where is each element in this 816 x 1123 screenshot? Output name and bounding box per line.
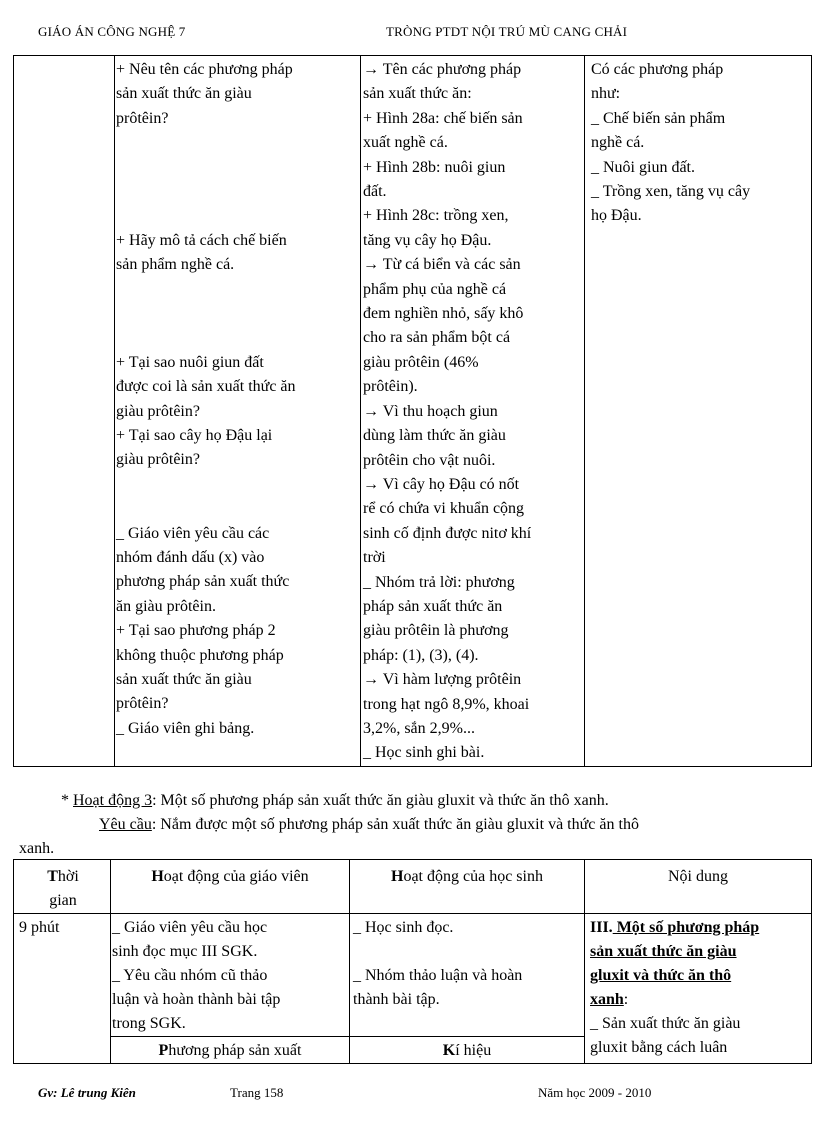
row-student — [350, 914, 585, 1037]
student-line: → Vì thu hoạch giun — [363, 402, 498, 420]
section-title-part: sản xuất thức ăn giàu — [590, 943, 737, 960]
subheader-symbol-rest: í hiệu — [455, 1042, 492, 1059]
content-line: _ Chế biến sản phẩm — [591, 109, 726, 127]
row-teacher-line: _ Giáo viên yêu cầu học — [112, 919, 268, 936]
teacher-line — [116, 302, 357, 326]
teacher-line: không thuộc phương pháp — [116, 646, 284, 664]
content-line: _ Nuôi giun đất. — [591, 158, 695, 176]
content-line: nghề cá. — [591, 134, 645, 152]
teacher-line: ăn giàu prôtêin. — [116, 597, 216, 615]
footer-year: Năm học 2009 - 2010 — [538, 1085, 652, 1100]
row-teacher-line: _ Yêu cầu nhóm cũ thảo — [112, 967, 268, 984]
content-cell — [585, 56, 812, 767]
header-right: TRÒNG PTDT NỘI TRÚ MÙ CANG CHẢI — [386, 24, 628, 39]
student-line: giàu prôtêin là phương — [363, 622, 509, 640]
section-title-part: xanh — [590, 991, 624, 1008]
content-line: Có các phương pháp — [591, 61, 724, 78]
subheader-symbol-initial: K — [442, 1042, 456, 1059]
row-time: 9 phút — [14, 914, 111, 1064]
student-line: + Hình 28c: trồng xen, — [363, 207, 509, 225]
row-teacher-line: trong SGK. — [112, 1015, 186, 1032]
student-line: đem nghiền nhỏ, sấy khô — [363, 305, 524, 323]
student-line: 3,2%, sắn 2,9%... — [363, 719, 475, 737]
row-content — [585, 914, 812, 1064]
teacher-line: + Tại sao nuôi giun đất — [116, 353, 264, 371]
teacher-line — [116, 204, 357, 228]
header-time-rest: hời — [57, 868, 79, 885]
content-title-line — [590, 940, 808, 964]
activity-3-heading — [61, 792, 609, 810]
student-line: rể có chứa vi khuẩn cộng — [363, 500, 525, 518]
header-time-initial: T — [47, 868, 58, 885]
student-line: prôtêin). — [363, 378, 418, 396]
teacher-line — [116, 326, 357, 350]
teacher-line: được coi là sản xuất thức ăn — [116, 378, 296, 396]
student-line: tăng vụ cây họ Đậu. — [363, 231, 492, 249]
student-line: cho ra sản phẩm bột cá — [363, 329, 511, 347]
student-line: → Vì cây họ Đậu có nốt — [363, 475, 520, 493]
header-content: Nội dung — [585, 860, 812, 914]
teacher-line: nhóm đánh dấu (x) vào — [116, 548, 265, 566]
student-activity-cell — [361, 56, 585, 767]
teacher-line: + Tại sao phương pháp 2 — [116, 622, 276, 640]
row-student-line: _ Nhóm thảo luận và hoàn — [353, 967, 523, 985]
row-teacher-line: luận và hoàn thành bài tập — [112, 991, 281, 1008]
section-title-part: Một số phương pháp — [612, 919, 760, 936]
header-student-initial: H — [391, 868, 404, 885]
time-cell — [14, 56, 115, 767]
header-time — [14, 860, 111, 914]
row-teacher — [111, 914, 350, 1037]
student-line: trời — [363, 549, 386, 567]
teacher-line: giàu prôtêin? — [116, 451, 200, 469]
teacher-activity-cell — [115, 56, 361, 767]
requirement-label: Yêu cầu — [99, 816, 152, 833]
header-teacher-rest: oạt động của giáo viên — [163, 868, 309, 885]
header-teacher-initial: H — [151, 868, 164, 885]
student-line: phẩm phụ của nghề cá — [363, 280, 507, 298]
student-line: _ Nhóm trả lời: phương — [363, 573, 515, 591]
requirement-text: : Nắm được một số phương pháp sản xuất thức ăn giàu gluxit và thức ăn thô — [151, 816, 639, 833]
row-teacher-line: sinh đọc mục III SGK. — [112, 943, 258, 960]
header-student-rest: oạt động của học sinh — [403, 868, 543, 885]
footer-page: Trang 158 — [230, 1085, 284, 1100]
header-time-line2: gian — [49, 892, 77, 909]
teacher-line: sản phẩm nghề cá. — [116, 256, 235, 274]
content-line: họ Đậu. — [591, 207, 642, 225]
requirement-line — [99, 816, 639, 834]
student-line: + Hình 28a: chế biến sản — [363, 109, 523, 127]
content-text-line: _ Sản xuất thức ăn giàu — [590, 1015, 741, 1032]
activity-star: * — [61, 792, 73, 809]
teacher-line: + Hãy mô tả cách chế biến — [116, 231, 287, 249]
teacher-line: sản xuất thức ăn giàu — [116, 671, 252, 689]
header-teacher — [111, 860, 350, 914]
student-line: pháp sản xuất thức ăn — [363, 597, 503, 615]
student-line: pháp: (1), (3), (4). — [363, 646, 479, 664]
student-line: → Vì hàm lượng prôtêin — [363, 671, 522, 689]
section-title-part: gluxit và thức ăn thô — [590, 967, 732, 984]
subheader-symbol — [350, 1037, 585, 1064]
lesson-table-top — [13, 55, 812, 767]
teacher-line — [116, 180, 357, 204]
content-line: _ Trồng xen, tăng vụ cây — [591, 183, 751, 201]
teacher-line — [116, 278, 357, 302]
content-title-line — [590, 916, 808, 940]
teacher-line: + Nêu tên các phương pháp — [116, 61, 293, 78]
teacher-line: giàu prôtêin? — [116, 402, 200, 420]
teacher-line: _ Giáo viên ghi bảng. — [116, 719, 255, 737]
requirement-continuation: xanh. — [19, 840, 55, 857]
row-student-line: _ Học sinh đọc. — [353, 919, 454, 936]
header-left: GIÁO ÁN CÔNG NGHỆ 7 — [38, 24, 186, 39]
student-line: đất. — [363, 183, 387, 201]
section-number: III. — [590, 919, 613, 936]
student-line: giàu prôtêin (46% — [363, 353, 479, 371]
teacher-line — [116, 131, 357, 155]
subheader-method-rest: hương pháp sản xuất — [168, 1042, 302, 1059]
subheader-method — [111, 1037, 350, 1064]
teacher-line: prôtêin? — [116, 695, 169, 713]
content-text-line: gluxit bằng cách luân — [590, 1039, 728, 1056]
student-line: prôtêin cho vật nuôi. — [363, 451, 496, 469]
teacher-line: + Tại sao cây họ Đậu lại — [116, 426, 273, 444]
student-line: _ Học sinh ghi bài. — [363, 744, 485, 762]
section-colon: : — [623, 991, 629, 1008]
header-student — [350, 860, 585, 914]
content-title-line — [590, 988, 808, 1012]
student-line: xuất nghề cá. — [363, 134, 448, 152]
student-line: trong hạt ngô 8,9%, khoai — [363, 695, 530, 713]
lesson-table-bottom — [13, 859, 812, 1064]
teacher-line: prôtêin? — [116, 109, 169, 127]
activity-label: Hoạt động 3 — [73, 792, 153, 809]
teacher-line — [116, 497, 357, 521]
student-line: → Từ cá biển và các sản — [363, 256, 521, 274]
teacher-line: phương pháp sản xuất thức — [116, 573, 290, 591]
subheader-method-initial: P — [158, 1042, 169, 1059]
teacher-line — [116, 473, 357, 497]
student-line: dùng làm thức ăn giàu — [363, 427, 506, 445]
teacher-line: sản xuất thức ăn giàu — [116, 85, 252, 103]
row-student-line: thành bài tập. — [353, 991, 440, 1009]
content-title-line — [590, 964, 808, 988]
student-line: → Tên các phương pháp — [363, 61, 522, 78]
student-line: sinh cố định được nitơ khí — [363, 524, 532, 542]
teacher-line: _ Giáo viên yêu cầu các — [116, 524, 270, 542]
row-student-line — [353, 940, 581, 964]
student-line: + Hình 28b: nuôi giun — [363, 158, 506, 176]
content-line: như: — [591, 85, 621, 103]
footer-author: Gv: Lê trung Kiên — [38, 1085, 136, 1100]
teacher-line — [116, 156, 357, 180]
student-line: sản xuất thức ăn: — [363, 85, 472, 103]
activity-title: : Một số phương pháp sản xuất thức ăn giàu gluxit và thức ăn thô xanh. — [152, 792, 609, 809]
